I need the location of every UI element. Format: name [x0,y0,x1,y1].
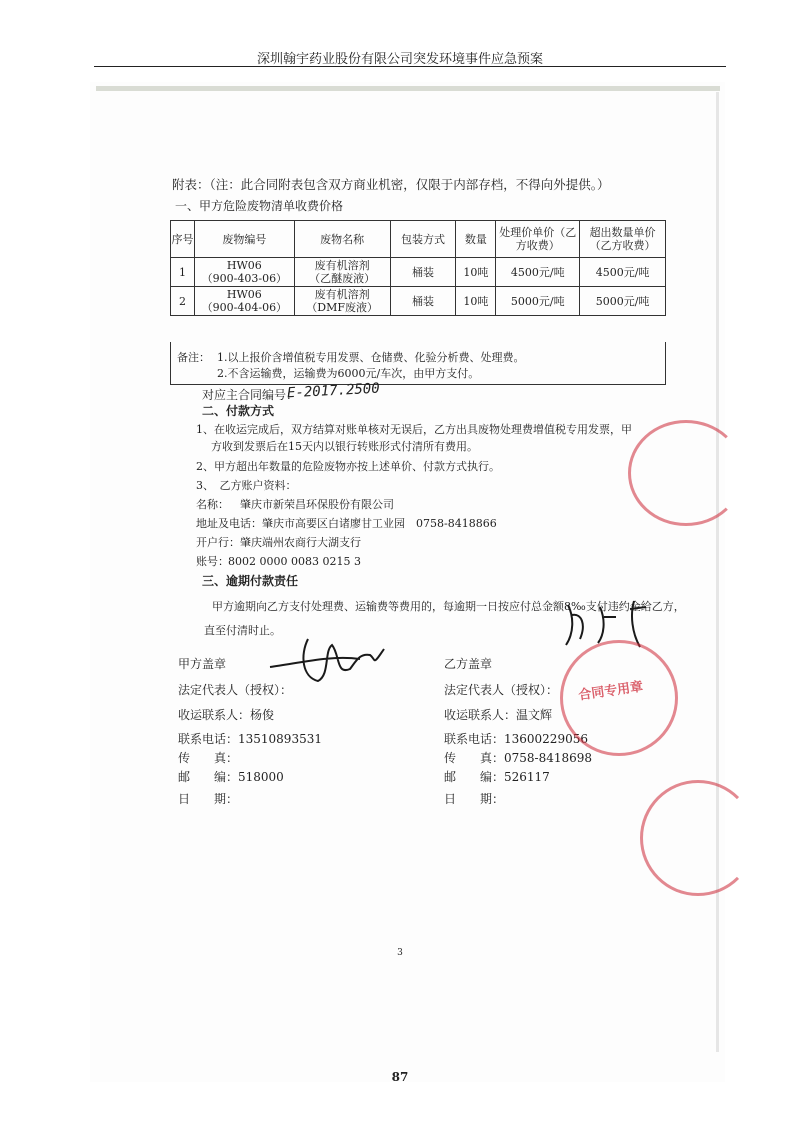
header-rule [94,66,726,67]
payment-item-1b: 方收到发票后在15天内以银行转账形式付清所有费用。 [211,440,478,453]
appendix-title: 附表：（注：此合同附表包含双方商业机密，仅限于内部存档，不得向外提供。） [172,177,610,192]
party-a-signature [260,625,400,695]
header-pack: 包装方式 [390,221,456,258]
bank: 肇庆端州农商行大湖支行 [240,536,361,549]
name-text: 废有机溶剂 [314,288,370,301]
party-a-phone: 联系电话：13510893531 [178,732,322,746]
party-b-fax: 传 真：0758-8418698 [444,751,593,765]
footer-page-number: 87 [391,1070,409,1084]
party-a-seal: 甲方盖章 [178,657,227,671]
payment-item-2: 2、甲方超出年数量的危险废物亦按上述单价、付款方式执行。 [196,460,500,473]
note-line-2: 2.不含运输费，运输费为6000元/车次，由甲方支付。 [217,367,480,380]
party-b-contact: 收运联系人：温文辉 [444,708,553,722]
contract-no-label: 对应主合同编号： [202,388,299,402]
party-b-rep: 法定代表人（授权）： [444,683,559,697]
cell-name [294,258,390,287]
account-name-label: 名称： [196,498,229,511]
cell-code [194,287,294,316]
table-header-row [171,221,666,258]
note-line-1: 1.以上报价含增值税专用发票、仓储费、化验分析费、处理费。 [217,351,525,364]
cell-pack: 桶装 [390,258,456,287]
cell-name [294,287,390,316]
party-a-post: 邮 编：518000 [178,770,284,784]
liability-line-1: 甲方逾期向乙方支付处理费、运输费等费用的，每逾期一日按应付总金额8‰支付违约金给乙方， [212,600,685,613]
name-sub-text: （乙醚废液） [309,272,376,285]
code-sub-text: （900-404-06） [201,301,288,314]
header-no: 序号 [171,221,195,258]
address-label: 地址及电话： [196,517,262,530]
code-text: HW06 [226,259,262,272]
company-seal-stamp [628,420,744,526]
scan-top-edge [96,86,720,91]
address: 肇庆市高要区白诸廖甘工业园 0758-8418866 [262,517,497,530]
code-sub-text: （900-403-06） [201,272,288,285]
contract-seal-text: 合同专用章 [577,679,645,704]
note-label: 备注： [177,351,210,364]
table-row [171,287,666,316]
liability-title: 三、逾期付款责任 [202,574,299,588]
account-name: 肇庆市新荣昌环保股份有限公司 [240,498,394,511]
liability-line-2: 直至付清时止。 [204,624,281,637]
cell-pack: 桶装 [390,287,456,316]
table-note [170,342,666,385]
cell-qty: 10吨 [456,287,496,316]
account-number: 8002 0000 0083 0215 3 [228,555,361,568]
header-over: 超出数量单价（乙方收费） [580,221,666,258]
payment-item-1a: 1、在收运完成后，双方结算对账单核对无误后，乙方出具废物处理费增值税专用发票，甲 [196,423,632,436]
payment-item-3: 3、 乙方账户资料： [196,479,297,492]
cell-no: 1 [171,258,195,287]
contract-no-handwritten: E-2017.2500 [286,380,381,402]
name-text: 废有机溶剂 [314,259,370,272]
running-header: 深圳翰宇药业股份有限公司突发环境事件应急预案 [256,52,543,67]
contract-seal-stamp [560,640,678,756]
party-b-seal: 乙方盖章 [444,657,493,671]
party-b-phone: 联系电话：13600229056 [444,732,588,746]
scan-right-edge [716,92,719,1052]
header-code: 废物编号 [194,221,294,258]
header-name: 废物名称 [294,221,390,258]
cell-over: 5000元/吨 [580,287,666,316]
inner-page-number: 3 [397,948,403,958]
table-row [171,258,666,287]
payment-title: 二、付款方式 [202,404,275,418]
cell-code [194,258,294,287]
cell-price: 4500元/吨 [496,258,580,287]
cell-over: 4500元/吨 [580,258,666,287]
cell-qty: 10吨 [456,258,496,287]
party-a-rep: 法定代表人（授权）： [178,683,293,697]
account-label: 账号： [196,555,229,568]
section-fee-title: 一、甲方危险废物清单收费价格 [175,199,344,213]
party-a-fax: 传 真： [178,751,239,765]
bank-label: 开户行： [196,536,240,549]
cell-no: 2 [171,287,195,316]
party-b-post: 邮 编：526117 [444,770,550,784]
party-a-date: 日 期： [178,792,239,806]
name-sub-text: （DMF废液） [306,301,379,314]
header-price: 处理价单价（乙方收费） [496,221,580,258]
code-text: HW06 [226,288,262,301]
partial-seal-stamp [640,780,756,896]
fee-table [170,220,666,316]
party-a-contact: 收运联系人：杨俊 [178,708,275,722]
party-b-date: 日 期： [444,792,505,806]
header-qty: 数量 [456,221,496,258]
cell-price: 5000元/吨 [496,287,580,316]
